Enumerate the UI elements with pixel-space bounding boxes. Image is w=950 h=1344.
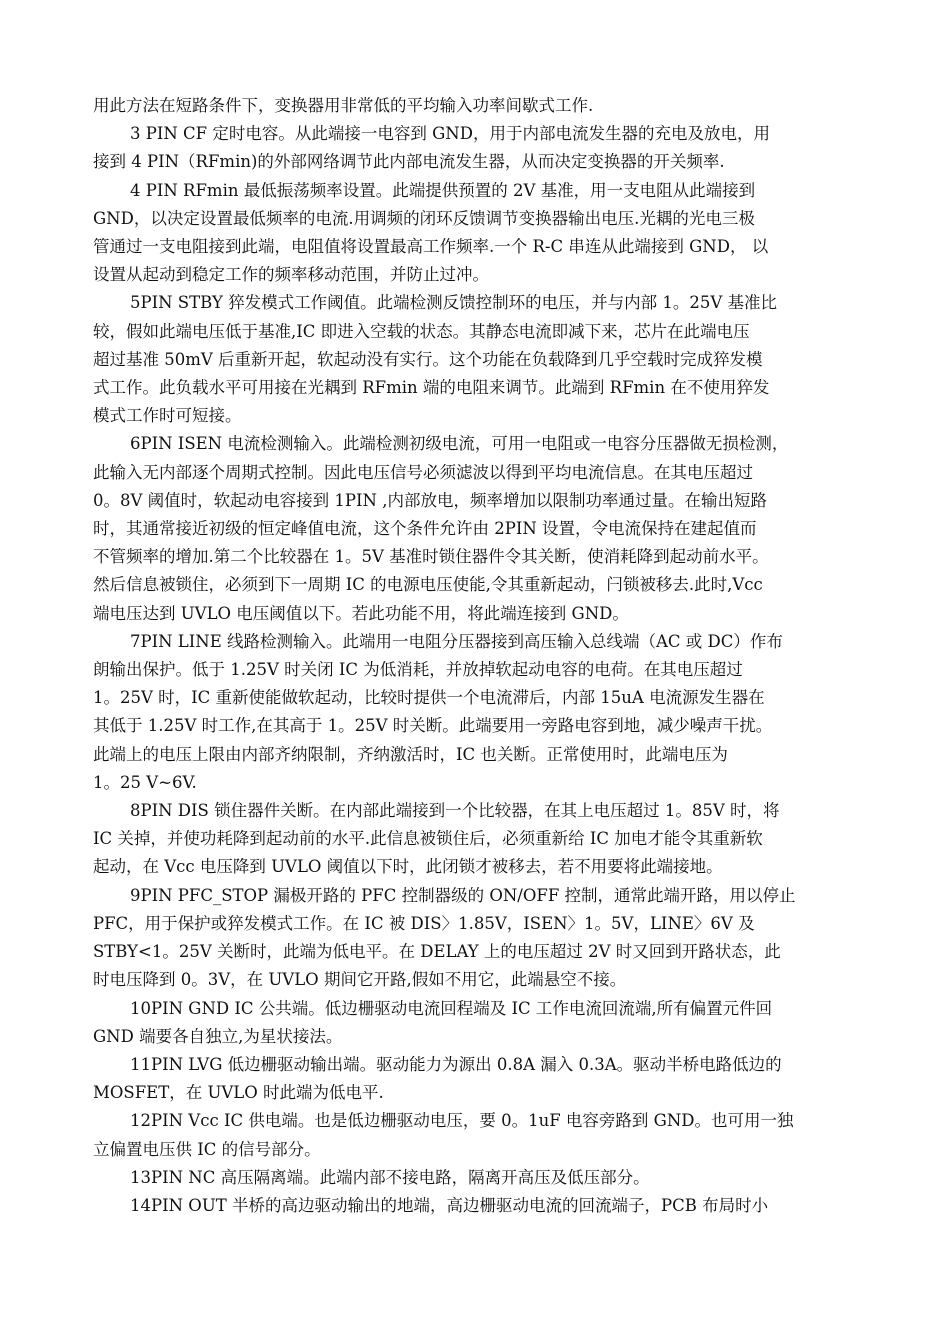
text-line: 起动，在 Vcc 电压降到 UVLO 阈值以下时，此闭锁才被移去，若不用要将此端接地。 (93, 857, 723, 877)
text-line: 0。8V 阈值时，软起动电容接到 1PIN ,内部放电，频率增加以限制功率通过量。在输出短路 (93, 490, 767, 510)
text-line: 8PIN DIS 锁住器件关断。在内部此端接到一个比较器，在其上电压超过 1。85V 时，将 (130, 801, 780, 821)
text-line: 1。25 V~6V. (93, 772, 197, 792)
text-line: 11PIN LVG 低边栅驱动输出端。驱动能力为源出 0.8A 漏入 0.3A。驱动半桥电路低边的 (130, 1054, 782, 1074)
text-line: 端电压达到 UVLO 电压阈值以下。若此功能不用，将此端连接到 GND。 (93, 603, 629, 623)
text-line: 5PIN STBY 猝发模式工作阈值。此端检测反馈控制环的电压，并与内部 1。25V 基准比 (130, 293, 777, 313)
text-line: 立偏置电压供 IC 的信号部分。 (93, 1139, 321, 1159)
text-line: 此端上的电压上限由内部齐纳限制，齐纳激活时，IC 也关断。正常使用时，此端电压为 (93, 744, 728, 764)
paragraph (93, 1164, 863, 1192)
text-line: 7PIN LINE 线路检测输入。此端用一电阻分压器接到高压输入总线端（AC 或 DC）作布 (130, 631, 783, 651)
paragraph (93, 289, 863, 430)
text-line: GND，以决定设置最低频率的电流.用调频的闭环反馈调节变换器输出电压.光耦的光电三极 (93, 208, 755, 228)
text-line: 用此方法在短路条件下，变换器用非常低的平均输入功率间歇式工作. (93, 96, 594, 115)
text-line: 式工作。此负载水平可用接在光耦到 RFmin 端的电阻来调节。此端到 RFmin 在不使用猝发 (93, 378, 770, 398)
text-line: 此输入无内部逐个周期式控制。因此电压信号必须滤波以得到平均电流信息。在其电压超过 (93, 462, 753, 482)
text-line: MOSFET，在 UVLO 时此端为低电平. (93, 1083, 384, 1103)
text-line: 接到 4 PIN（RFmin)的外部网络调节此内部电流发生器，从而决定变换器的开关频率. (93, 152, 725, 172)
text-line: 6PIN ISEN 电流检测输入。此端检测初级电流，可用一电阻或一电容分压器做无损检测， (130, 434, 789, 454)
paragraph (93, 995, 863, 1051)
text-line: 13PIN NC 高压隔离端。此端内部不接电路，隔离开高压及低压部分。 (130, 1167, 650, 1187)
paragraph (93, 797, 863, 882)
paragraph (93, 92, 863, 120)
text-line: 管通过一支电阻接到此端，电阻值将设置最高工作频率.一个 R-C 串连从此端接到 GND， 以 (93, 237, 769, 257)
text-line: 14PIN OUT 半桥的高边驱动输出的地端，高边栅驱动电流的回流端子，PCB 布局时小 (130, 1195, 769, 1215)
text-line: 超过基准 50mV 后重新开起，软起动没有实行。这个功能在负载降到几乎空载时完成猝发模 (93, 349, 763, 369)
paragraph (93, 177, 863, 290)
text-line: 12PIN Vcc IC 供电端。也是低边栅驱动电压，要 0。1uF 电容旁路到 GND。也可用一独 (130, 1111, 794, 1131)
text-line: 9PIN PFC_STOP 漏极开路的 PFC 控制器级的 ON/OFF 控制，通常此端开路，用以停止 (130, 885, 796, 905)
paragraph (93, 1107, 863, 1163)
text-line: 不管频率的增加.第二个比较器在 1。5V 基准时锁住器件令其关断，使消耗降到起动前水平。 (93, 547, 769, 567)
text-line: STBY<1。25V 关断时，此端为低电平。在 DELAY 上的电压超过 2V 时又回到开路状态，此 (93, 942, 781, 962)
paragraph (93, 1192, 863, 1220)
text-line: 较，假如此端电压低于基准,IC 即进入空载的状态。其静态电流即减下来，芯片在此端电压 (93, 321, 750, 341)
document-page (93, 92, 863, 1220)
paragraph (93, 430, 863, 627)
text-line: 4 PIN RFmin 最低振荡频率设置。此端提供预置的 2V 基准，用一支电阻从此端接到 (130, 180, 756, 200)
text-line: 3 PIN CF 定时电容。从此端接一电容到 GND，用于内部电流发生器的充电及放电，用 (130, 124, 770, 144)
text-line: 10PIN GND IC 公共端。低边栅驱动电流回程端及 IC 工作电流回流端,所有偏置元件回 (130, 998, 773, 1018)
text-line: 时电压降到 0。3V，在 UVLO 期间它开路,假如不用它，此端悬空不接。 (93, 970, 627, 990)
text-line: GND 端要各自独立,为星状接法。 (93, 1026, 343, 1046)
text-line: 1。25V 时，IC 重新使能做软起动，比较时提供一个电流滞后，内部 15uA 电流源发生器在 (93, 688, 765, 708)
paragraph (93, 1051, 863, 1107)
text-line: IC 关掉，并使功耗降到起动前的水平.此信息被锁住后，必须重新给 IC 加电才能令其重新软 (93, 829, 763, 849)
paragraph (93, 628, 863, 797)
text-line: 模式工作时可短接。 (93, 406, 242, 426)
paragraph (93, 882, 863, 995)
text-line: 时，其通常接近初级的恒定峰值电流，这个条件允许由 2PIN 设置，令电流保持在建起值而 (93, 519, 757, 539)
text-line: PFC，用于保护或猝发模式工作。在 IC 被 DIS〉1.85V，ISEN〉1。5V，LINE〉6V 及 (93, 913, 755, 933)
text-line: 然后信息被锁住，必须到下一周期 IC 的电源电压使能,令其重新起动，闩锁被移去.此时,Vcc (93, 575, 763, 595)
text-line: 朗输出保护。低于 1.25V 时关闭 IC 为低消耗，并放掉软起动电容的电荷。在其电压超过 (93, 660, 743, 680)
text-line: 其低于 1.25V 时工作,在其高于 1。25V 时关断。此端要用一旁路电容到地，减少噪声干扰。 (93, 716, 773, 736)
text-line: 设置从起动到稳定工作的频率移动范围，并防止过冲。 (93, 265, 489, 285)
paragraph (93, 120, 863, 176)
